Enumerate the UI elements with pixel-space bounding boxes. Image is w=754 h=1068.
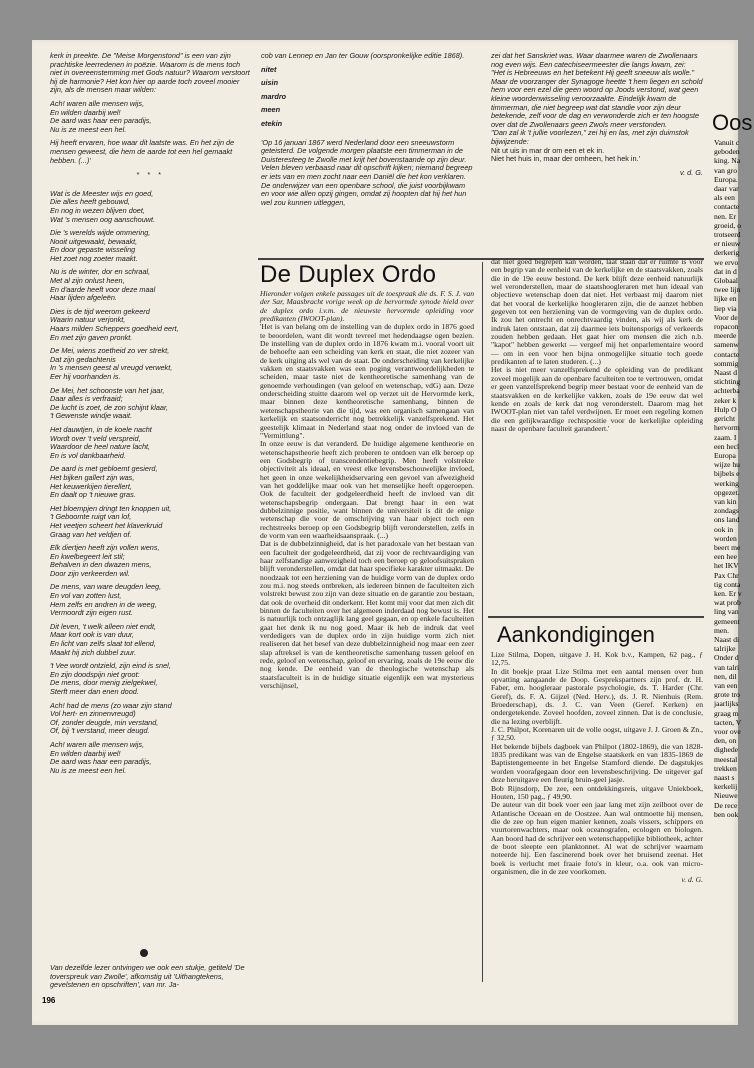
riddle-word: nitet bbox=[261, 64, 277, 74]
article-paragraph: Dat is de dubbelzinnigheid, dat is het paradoxale van het bestaan van een faculteit der godgeleerdheid, dat zij voor de rechtvaardiging van haar zelfstandige aanwezigheid toch een beroep op geloofsuitspraken blijft veronderstellen, omdat dat haar specifieke karakter uitmaakt. De noodzaak tot een herziening van de huidige vorm van de duplex ordo zou m.i. nog steeds ontbreken, als iedereen binnen de faculteiten zich volstrekt bewust zou zijn van deze situatie en de garantie zou bestaan, dat ook de overheid dit onderkent. Het komt mij voor dat men zich dit binnen de faculteiten over het algemeen inderdaad nog bewust is. Het is natuurlijk toch ontzaglijk lang geel gegaan, en op enkele faculteiten gaat het denk ik nu nog goed. Maar ik heb de indruk dat veel verdedigers van de duplex ordo in zijn huidige vorm zich niet realiseren dat het besef van deze dubbelzinnigheid nog maar een zeer slap aftreksel is van de kentheoretische samenhang tussen geloof en rede, geloof en wetenschap, geloof en ervaring, zoals de 19e eeuw die nog kende. De eenheid van de theologische wetenschap als staatsfaculteit is in de huidige situatie eigenlijk een wat mysterieus verschijnsel, bbox=[260, 539, 474, 691]
newspaper-page bbox=[32, 40, 753, 1025]
riddle-translation: Niet het huis in, maar der omheen, het hek in.' bbox=[491, 154, 641, 164]
clipped-line: Pax Chr bbox=[714, 570, 739, 580]
riddle-story: Velen bleven verbaasd naar dit opschrift kijken; niemand begreep er iets van en men zocht naar een Daniël die het kon verklaren. bbox=[261, 163, 473, 181]
clipped-column bbox=[714, 138, 754, 819]
riddle-source: cob van Lennep en Jan ter Gouw (oorspronkelijke editie 1868). bbox=[261, 51, 465, 60]
clipped-line: trotseerd bbox=[714, 230, 741, 240]
clipped-line: als een bbox=[714, 193, 735, 203]
stanza: De aard is met gebloemt gesierd, Het bijken gallert zijn was, Het keuwerkijen tierellert, En daalt op 't nieuwe gras. bbox=[50, 464, 158, 500]
clipped-line: Onder d bbox=[714, 653, 739, 663]
clipped-line: bijbels e bbox=[714, 469, 740, 479]
clipped-line: beert me bbox=[714, 542, 741, 552]
clipped-line: grote tro bbox=[714, 690, 740, 700]
column-riddle-cont bbox=[491, 52, 703, 182]
clipped-line: naast s bbox=[714, 773, 735, 783]
clipped-line: samenw bbox=[714, 340, 739, 350]
clipped-line: contacte bbox=[714, 349, 740, 359]
clipped-line: talrijke bbox=[714, 644, 736, 654]
clipped-line: kerkelij bbox=[714, 782, 738, 792]
riddle-words bbox=[261, 66, 473, 129]
stanza: Het dauwtjen, in de koele nacht Wordt over 't veld verspreid, Waardoor de heel nature lacht, En is vol dankbaarheid. bbox=[50, 424, 152, 460]
clipped-line: het IKV bbox=[714, 561, 739, 571]
clipped-line: nen, dil bbox=[714, 671, 737, 681]
clipped-line: zondags bbox=[714, 506, 739, 516]
clipped-line: ben ook bbox=[714, 809, 739, 819]
column-rule bbox=[482, 262, 483, 982]
clipped-line: voor ove bbox=[714, 727, 741, 736]
clipped-line: gemeent bbox=[714, 616, 740, 626]
clipped-line: Globaal bbox=[714, 276, 739, 286]
stanza: De mens, van ware deugden leeg, En vol van zotten lust, Hem zelfs en andren in de weeg, Vermoordt zijn eigen rust. bbox=[50, 582, 162, 618]
clipped-line: ons land bbox=[714, 515, 740, 525]
clipped-line: den, on bbox=[714, 736, 737, 746]
riddle-word: meen bbox=[261, 105, 281, 115]
clipped-line: geboden bbox=[714, 147, 740, 157]
clipped-line: nen. Er bbox=[714, 211, 736, 221]
clipped-line: dighede bbox=[714, 745, 739, 755]
stanza: De Mei, het schoonste van het jaar, Daar alles is verfraaid; De lucht is zoet, de zon schijnt klaar, 't Gewenste windje waait. bbox=[50, 385, 169, 421]
stanza: Wat is de Meester wijs en goed, Die alles heeft gebouwd, En nog in wezen blijven doet, Wat 's mensen oog aanschouwt. bbox=[50, 188, 156, 224]
clipped-line: daar var bbox=[714, 184, 739, 194]
stanza: Ach! had de mens (zo waar zijn stand Vol hert- en zinnenvreugd) Of, zonder deugde, min verstand, Of, bij 't verstand, meer deugd. bbox=[50, 700, 172, 736]
clipped-line: Europa bbox=[714, 450, 736, 460]
poem-stanzas bbox=[50, 190, 250, 776]
riddle-story: zei dat het Sanskriet was. Waar daarmee waren de Zwollenaars nog even wijs. Een catechiseermeester die langs kwam, zei: bbox=[491, 51, 698, 69]
announcement-text: De auteur van dit boek voer een jaar lang met zijn zeilboot over de Atlantische Oceaan en de Oostzee. Aan wal ontmoette hij mensen, die de zee op hun eigen manier kennen, zoals vissers, schippers en vuurtorenwachters, maar ook oceanografen, ecologen en biologen. Aan boord had de schrijver een wetenschappelijke bibliotheek, achter de boot sleepte een planktonnet. Al wat de schrijver waarnam noteerde hij. Een fascinerend boek over het bruisend zeenat. Het boek is verlucht met fraaie foto's in kleur, o.a. ook van micro-organismen, die in de zee voorkomen. bbox=[491, 800, 703, 876]
clipped-line: dat in d bbox=[714, 266, 737, 276]
poem-quote: Ach! waren alle mensen wijs, En wilden daarbij wel! De aard was haar een paradijs, Nu is ze meest een hel. bbox=[50, 98, 152, 134]
stanza: Dit leven, 't welk alleen niet endt, Maar kort ook is van duur, En licht van zelfs slaat tot ellend, Maakt hij zich dubbel zuur. bbox=[50, 621, 157, 657]
clipped-line: groeid, o bbox=[714, 220, 741, 230]
page-number: 196 bbox=[42, 996, 56, 1005]
riddle-solution: Nit ut uis in mar dr om een et ek in. bbox=[491, 145, 605, 155]
clipped-line: trekken bbox=[714, 763, 737, 773]
riddle-story: "Dan zal ik 't jullie voorlezen," zei hij en las, met zijn duimstok bijwijzende: bbox=[491, 128, 689, 146]
clipped-line: ook in bbox=[714, 524, 734, 534]
clipped-line: zaam. I bbox=[714, 432, 737, 442]
stanza: 't Vee wordt ontzield, zijn eind is snel, En zijn doodspijn niet groot: De mens, door menig zielgekwel, Sterft meer dan enen dood. bbox=[50, 661, 171, 696]
clipped-line: wat prob bbox=[714, 598, 741, 608]
clipped-line: van een bbox=[714, 680, 738, 690]
clipped-line: Hulp O bbox=[714, 404, 737, 414]
poem-comment: Hij heeft ervaren, hoe waar dit laatste was. En het zijn de mensen geweest, die hem de aarde tot een hel gemaakt hebben. (...)' bbox=[50, 138, 235, 165]
clipped-line: Europa. bbox=[714, 174, 738, 184]
clipped-line: Naast di bbox=[714, 634, 740, 644]
riddle-word: uisin bbox=[261, 78, 279, 88]
column-poem bbox=[50, 52, 250, 780]
bullet-ornament bbox=[140, 949, 148, 957]
riddle-story: "Het is Hebreeuws en het betekent Hij geeft sneeuw als wolle." bbox=[491, 68, 695, 78]
riddle-word: etekin bbox=[261, 118, 283, 128]
announcement-heading: Lize Stilma, Dopen, uitgave J. H. Kok b.v., Kampen, 62 pag., ƒ 12,75. bbox=[491, 650, 703, 668]
clipped-line: Naast d bbox=[714, 368, 737, 378]
clipped-line: Voor de bbox=[714, 312, 738, 322]
clipped-line: er nieuw bbox=[714, 239, 741, 249]
author-signature: v. d. G. bbox=[681, 875, 703, 885]
clipped-line: we ervo bbox=[714, 257, 739, 267]
article-lead: Hieronder volgen enkele passages uit de toespraak die ds. F. S. J. van der Sar, Maasbracht vorige week op de hervormde synode hield over de duplex ordo i.v.m. de nieuwste hervormde opleiding voor predikanten (IWOOT-plan). bbox=[260, 289, 474, 324]
clipped-line: tacten, V bbox=[714, 717, 742, 727]
clipped-line: De rece bbox=[714, 800, 738, 810]
article-title-duplex-ordo: De Duplex Ordo bbox=[260, 261, 437, 288]
clipped-line: worden bbox=[714, 533, 737, 543]
clipped-line: gericht bbox=[714, 414, 736, 424]
clipped-line: contacte bbox=[714, 202, 740, 212]
column-duplex-cont bbox=[491, 258, 703, 433]
clipped-line: opgezet. bbox=[714, 487, 740, 497]
clipped-line: twee lijn bbox=[714, 285, 741, 295]
section-divider: * * * bbox=[136, 170, 164, 180]
column-duplex bbox=[260, 290, 474, 691]
announcement-heading: Bob Rijnsdorp, De zee, een ontdekkingsreis, uitgave Uniekboek, Houten, 150 pag., ƒ 49,90. bbox=[491, 783, 703, 801]
clipped-line: derkerig bbox=[714, 248, 740, 258]
poem-outro bbox=[50, 964, 250, 995]
author-signature: v. d. G. bbox=[680, 167, 703, 177]
section-rule bbox=[488, 616, 704, 618]
announcement-heading: J. C. Philpot, Korenaren uit de volle oogst, uitgave J. J. Groen & Zn., ƒ 32,50. bbox=[491, 725, 703, 743]
article-paragraph: dat niet goed begrepen kan worden, laat staan dat er ruimte is voor een begrip van de eenheid van de kerkelijke en de staatsvakken, zoals die in de 19e eeuw bestond. De kerk blijft deze eenheid natuurlijk wel veronderstellen, maar de staatshoogleraren met hun ideaal van objectieve wetenschap doen dat niet. Het verbaast mij daarom niet dat het vooral de kerkelijke hoogleraren zijn, die de aanzet hebben gegeven tot een herziening van de vormgeving van de duplex ordo. Ik zou het ontrecht en onrechtvaardig vinden, als wij als kerk de indruk laten ontstaan, dat zij daarmee iets buitensporigs of verkeerds zouden hebben gedaan. Het gaat hier om mensen die zich n.b. "kapot" hebben gewerkt — vergeef mij het onparlementaire woord — om in een voor hen bijna onmogelijke situatie toch goede predikanten af te laten studeren. (...) bbox=[491, 257, 703, 367]
clipped-line: lijke en bbox=[714, 294, 737, 304]
column-announcements bbox=[491, 651, 703, 885]
riddle-story: Maar de voorzanger der Synagoge heette 't hem liegen en schold hem voor een ezel die geen woord op Joods verstond, wat geen kleine woordenwisseling veroorzaakte. Eindelijk kwam de timmerman, die niet begreep wat dat standie voor zijn deur betekende, zelf voor de dag en verwonderde zich er ten hoogste over dat de Zwollenaars geen Zwols meer verstonden. bbox=[491, 76, 703, 129]
announcement-text: In dit boekje praat Lize Stilma met een aantal mensen over hun opvatting aangaande de Doop. Gesprekspartners zijn prof. dr. H. Faber, em. hoogleraar pastorale psychologie, ds. T. Harder (Chr. Geref), ds. F. A. Gijzel (Ned. Herv.), ds. J. R. Nienhuis (Rem. Broederschap), ds. J. C. van Veen (Geref. Kerken) en ondergetekende. Zoveel hoofden, zoveel zinnen. Dat is de conclusie, die na lezing overblijft. bbox=[491, 666, 703, 726]
clipped-line: jaarlijks bbox=[714, 699, 739, 709]
clipped-line: stichting bbox=[714, 377, 741, 387]
clipped-line: achterba bbox=[714, 386, 740, 396]
clipped-line: hervorm bbox=[714, 423, 740, 433]
clipped-line: van talri bbox=[714, 662, 740, 672]
stanza: Dies is de tijd weerom gekeerd Waarin natuur verjonkt, Haars milden Scheppers goedheid eert, En met zijn gaven pronkt. bbox=[50, 306, 179, 342]
article-title-clipped: Oos bbox=[712, 110, 753, 135]
riddle-story: De onderwijzer van een openbare school, die juist voorbijkwam en voor wie allen opzij gingen, omdat zij hoopten dat hij het hun wel zou kunnen uitleggen, bbox=[261, 180, 467, 207]
section-title-aankondigingen: Aankondigingen bbox=[497, 622, 655, 647]
poem-intro: kerk in preekte. De "Meise Morgenstond" is een van zijn prachtiske leerredenen in poëzie. Waarom is de mens toch niet in overeenstemming met Gods natuur? Waarom verstoort hij de harmonie? Het kon hier op aarde toch zoveel mooier zijn, als de mensen maar wilden: bbox=[50, 51, 250, 95]
clipped-line: king. Na bbox=[714, 156, 741, 166]
article-paragraph: Het is niet meer vanzelfsprekend de opleiding van de predikant zoveel mogelijk aan de openbare faculteiten toe te vertrouwen, omdat er geen vanzelfsprekend begrip meer bestaat voor de eenheid van de staatsvakken en de kerkelijke vakken, zoals de 19e eeuw dat wel kende en zoals de kerk dat nog veronderstelt. Daarom mag het IWOOT-plan niet van tafel verdwijnen. Er moet een regeling komen die een gelijkwaardige rechtspositie voor de kerkelijke opleiding naast de openbare faculteit garandeert.' bbox=[491, 365, 703, 433]
stanza: Elk diertjen heeft zijn vollen wens, En kwelbegeert leit stil; Behalven in den dwazen mens, Door zijn verkeerden wil. bbox=[50, 543, 160, 578]
clipped-line: een hee bbox=[714, 552, 737, 562]
clipped-line: ropacon bbox=[714, 322, 739, 332]
riddle-word: mardro bbox=[261, 91, 287, 101]
clipped-line: men. bbox=[714, 625, 729, 635]
article-paragraph: In onze eeuw is dat veranderd. De huidige algemene kentheorie en wetenschapstheorie heeft zich proberen te ontdoen van elk beroep op een Godsbegrip of transcendentiebegrip. Men heeft volstrekte objectiviteit als ideaal, en vreest elke levensbeschouwelijke invloed, het geen in onze wekelijkheidservaring een gevoel van afwezigheid van het goddelijke maar ook van het menselijke heeft opgeroepen. Ook de faculteit der godgeleerdheid heeft de invloed van dit wetenschapsbegrip ondergaan. Dat brengt haar in een wat dubbelzinnige positie, want binnen de universiteit is dit de enige wetenschap die voor de omschrijving van haar object toch een rechtstreeks beroep op een Godsbegrip blijft veronderstellen, zelfs in de vorm van een waarheidsaanspraak. (...) bbox=[260, 439, 474, 540]
stanza: Ach! waren alle mensen wijs, En wilden daarbij wel! De aard was haar een paradijs, Nu is ze meest een hel. bbox=[50, 739, 152, 775]
clipped-line: Nieuwe bbox=[714, 791, 738, 801]
clipped-line: liep via bbox=[714, 303, 737, 313]
stanza: Nu is de winter, dor en schraal, Met al zijn onlust heen, En d'aarde heeft voor deze maal Haar lijden afgeleën. bbox=[50, 267, 156, 303]
clipped-line: ken. Er v bbox=[714, 588, 742, 598]
clipped-line: Vanuit c bbox=[714, 138, 740, 147]
clipped-line: wijze hu bbox=[714, 460, 740, 470]
clipped-line: werking bbox=[714, 478, 739, 488]
outro-text: Van dezelfde lezer ontvingen we ook een stukje, getiteld 'De toverspreuk van Zwolle', afkomstig uit 'Uithangtekens, gevelstenen en opschriften', van mr. Ja- bbox=[50, 963, 245, 990]
clipped-line: graag m bbox=[714, 708, 739, 718]
clipped-line: meestal bbox=[714, 754, 738, 764]
riddle-story: 'Op 16 januari 1867 werd Nederland door een sneeuwstorm geteisterd. De volgende morgen plaatste een timmerman in de Duisteresteeg te Zwolle met krijt het bovenstaande op zijn deur. bbox=[261, 137, 467, 164]
clipped-line: van gro bbox=[714, 165, 737, 175]
stanza: Die 's werelds wijde ommering, Nooit uitgewaakt, bewaakt, En door gepaste wisseling Het zoet nog zoeter maakt. bbox=[50, 228, 151, 263]
announcement-text: Het bekende bijbels dagboek van Philpot (1802-1869), die van 1828-1835 predikant was van de Engelse staatskerk en van 1835-1869 de Baptistengemeente in het Engelse Stamford diende. De dagstukjes worden voorafgegaan door een levensbeschrijving. De uitgever gaf deze heruitgave een fleurig bruin-geel jasje. bbox=[491, 741, 703, 785]
clipped-line: een hecl bbox=[714, 441, 740, 451]
clipped-line: tig conta bbox=[714, 579, 741, 589]
article-paragraph: 'Het is van belang om de instelling van de duplex ordo in 1876 goed te beoordelen, want dit wordt tevreel met hedendaagse ogen bezien. De instelling van de duplex ordo in 1876 kwam m.i. vooral voort uit de behoefte aan een scheiding van kerk en staat, die niet zozeer van de kerk uitging als wel van de staat. De onderscheiding van kerkelijke vakken en staatsvakken was een poging verantwoordelijkheden te scheiden, maar taste niet de kentheoretische samenhang van de genoemde verhoudingen (van geloof en wetenschap, vdG) aan. Deze onderscheiding stuitte daarom wel op verzet uit de Hervormde kerk, maar binnen deze kentheoretische samenhang, binnen de wetenschapstheorie van die tijd, was een organisch samengaan van kerkelijk en staatsonderricht nog betrekkelijk vanzelfsprekend. Het geestelijk klimaat in Nederland staat nog onder de invloed van de "Vermittlung". bbox=[260, 322, 474, 440]
stanza: Het bloempjen dringt ten knoppen uit, 't Geboomte ruigt van lof, Het veetjen scheert het klaverkruid Graag van het veldjen of. bbox=[50, 503, 172, 539]
clipped-line: meerde bbox=[714, 331, 737, 341]
clipped-line: ling van bbox=[714, 607, 739, 617]
stanza: De Mei, wiens zoetheid zo ver strekt, Dat zijn gedachtenis In 's mensen geest al vreugd verwekt, Eer hij voorhanden is. bbox=[50, 346, 173, 381]
clipped-line: sommig bbox=[714, 358, 739, 368]
clipped-line: van kin bbox=[714, 496, 737, 506]
column-riddle bbox=[261, 52, 473, 207]
clipped-line: zeker k bbox=[714, 395, 737, 405]
